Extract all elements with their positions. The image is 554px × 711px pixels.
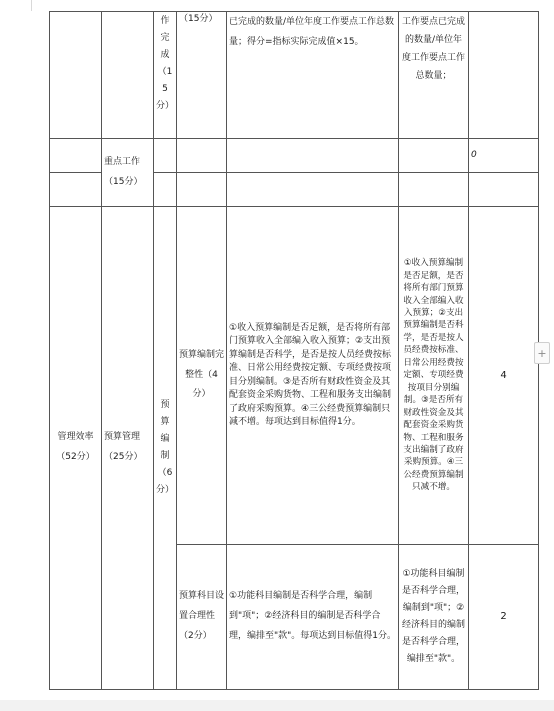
- points-label: （15分）: [177, 12, 227, 139]
- item-label: 预算科目设置合理性（2分）: [177, 545, 227, 690]
- level1-label: 管理效率（52分）: [50, 207, 102, 690]
- level2-label: 预算管理（25分）: [102, 207, 154, 690]
- evaluation-table: [49, 11, 539, 690]
- guidance-text: ①功能科目编制是否科学合理，编制到"项"；②经济科目的编制是否科学合理，编排至"款"。: [399, 545, 469, 690]
- level1-cell-empty: [50, 173, 102, 207]
- table-row: [50, 139, 539, 173]
- plus-icon[interactable]: +: [534, 342, 550, 364]
- table-row: [50, 12, 539, 139]
- empty-cell: [227, 139, 399, 173]
- score-value: 4: [469, 207, 539, 545]
- score-cell: 0: [469, 139, 539, 173]
- level3-label: 预 算 编 制 （6 分）: [154, 207, 177, 690]
- page-bottom-band: [0, 700, 554, 711]
- empty-cell: [227, 173, 399, 207]
- level1-cell-empty: [50, 12, 102, 139]
- table-row: [50, 207, 539, 545]
- empty-cell: [154, 173, 177, 207]
- empty-cell: [399, 173, 469, 207]
- empty-cell: [399, 139, 469, 173]
- score-value: 2: [469, 545, 539, 690]
- empty-cell: [154, 139, 177, 173]
- empty-cell: [177, 139, 227, 173]
- criteria-text: ①收入预算编制是否足额，是否将所有部门预算收入全部编入收入预算；②支出预算编制是否科学，是否是按人员经费按标准、日常公用经费按定额、专项经费按项目分别编制。③是否所有财政性资金及其配套资金采购货物、工程和服务支出编制了政府采购预算。④三公经费预算编制只减不增。每项达到目标值得1分。: [227, 207, 399, 545]
- guidance-text: ①收入预算编制是否足额，是否将所有部门预算收入全部编入收入预算；②支出预算编制是否科学，是否是按人员经费按标准、日常公用经费按定额、专项经费按项目分别编制。③是否所有财政性资金及其配套资金采购货物、工程和服务支出编制了政府采购预算。④三公经费预算编制只减不增。: [399, 207, 469, 545]
- score-cell: [469, 12, 539, 139]
- criteria-text: 已完成的数量/单位年度工作要点工作总数量；得分=指标实际完成值×15。: [227, 12, 399, 139]
- criteria-text: ①功能科目编制是否科学合理，编制到"项"；②经济科目的编制是否科学合理，编排至"款"。每项达到目标值得1分。: [227, 545, 399, 690]
- sub-metric-label: 作 完 成 （1 5 分）: [154, 12, 177, 139]
- page-margin-line: [31, 0, 32, 11]
- guidance-text: 工作要点已完成的数量/单位年度工作要点工作总数量；: [399, 12, 469, 139]
- level2-cell-empty: [102, 12, 154, 139]
- category-label: 重点工作（15分）: [102, 139, 154, 207]
- level1-cell-empty: [50, 139, 102, 173]
- empty-cell: [469, 173, 539, 207]
- empty-cell: [177, 173, 227, 207]
- item-label: 预算编制完整性（4分）: [177, 207, 227, 545]
